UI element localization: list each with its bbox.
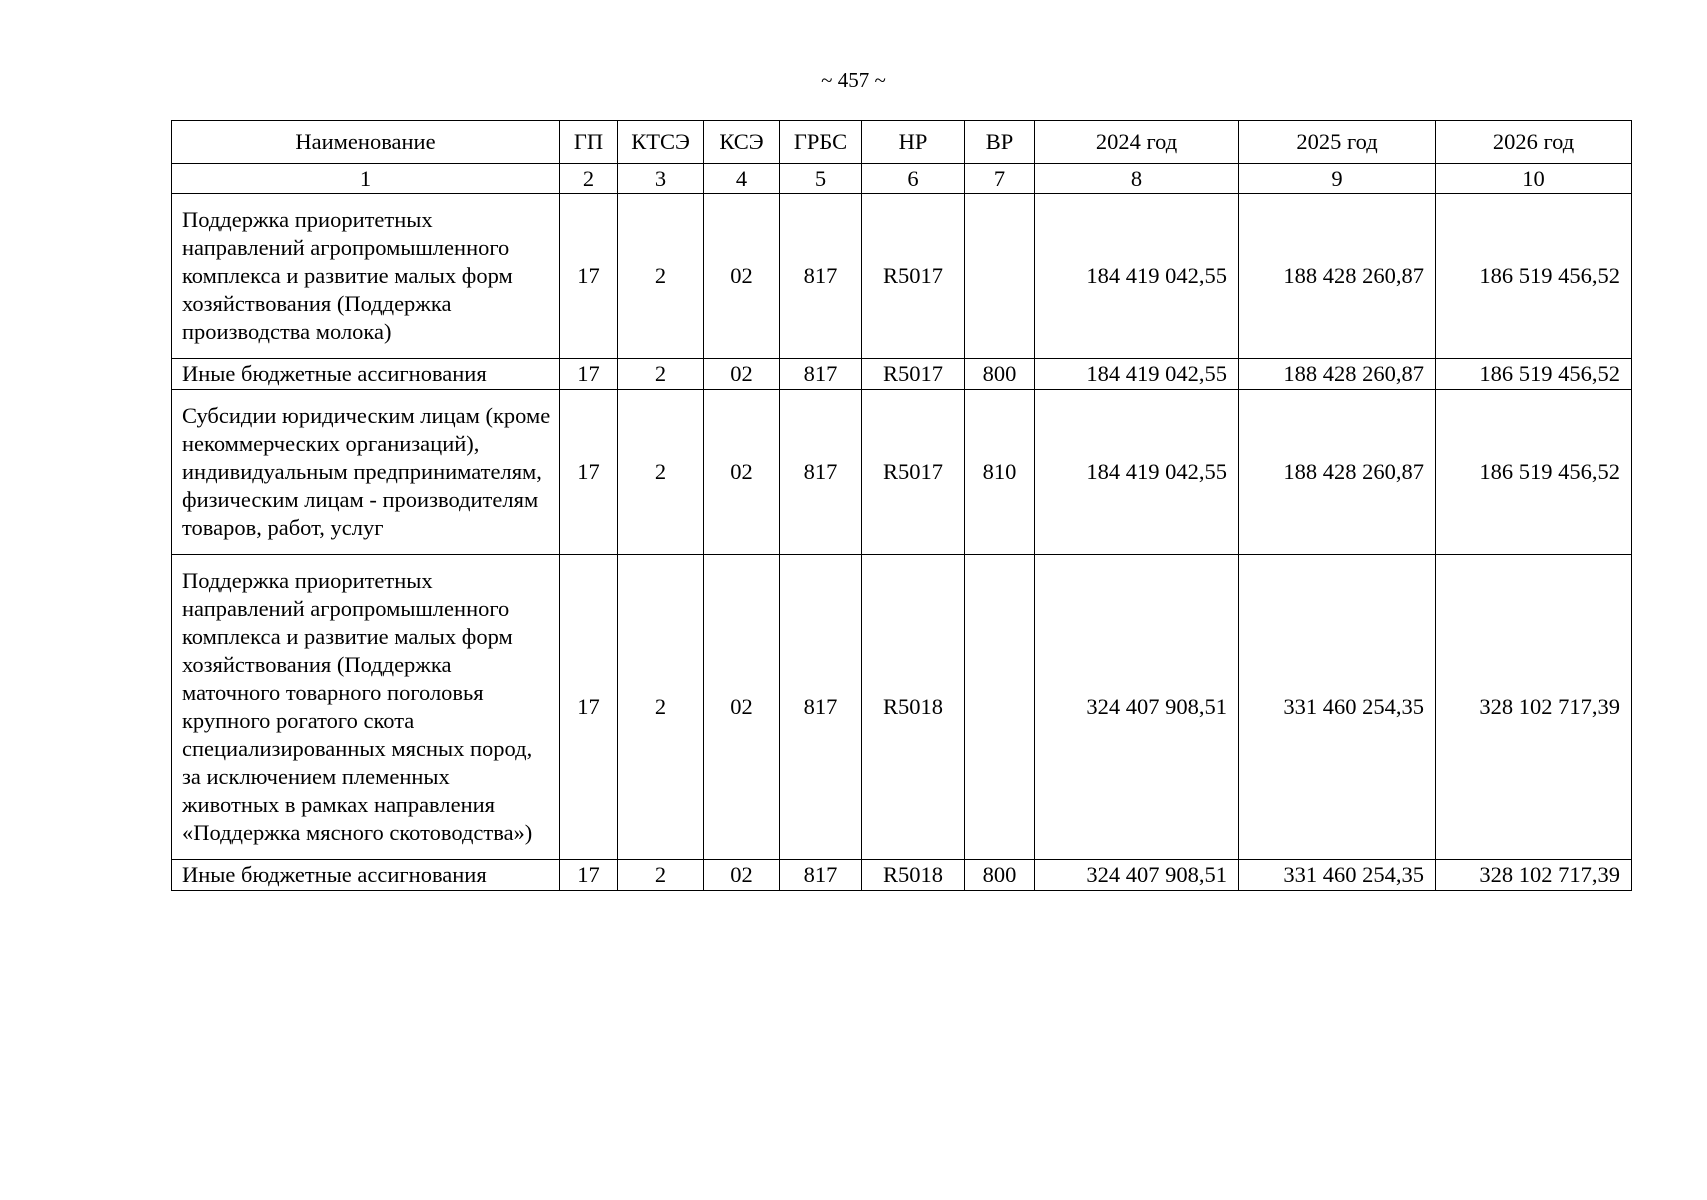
cell-grbs: 817 (780, 194, 862, 359)
column-number: 5 (780, 164, 862, 194)
column-number: 4 (704, 164, 780, 194)
row-name: Иные бюджетные ассигнования (172, 359, 560, 390)
header-row (172, 121, 1632, 164)
cell-kse: 02 (704, 390, 780, 555)
cell-nr: R5017 (862, 390, 965, 555)
cell-2025: 188 428 260,87 (1239, 390, 1436, 555)
cell-2025: 188 428 260,87 (1239, 359, 1436, 390)
cell-nr: R5017 (862, 359, 965, 390)
cell-gp: 17 (560, 359, 618, 390)
cell-kse: 02 (704, 555, 780, 860)
column-number: 3 (618, 164, 704, 194)
cell-vr (965, 194, 1035, 359)
header-cell-2024: 2024 год (1035, 121, 1239, 164)
cell-2025: 188 428 260,87 (1239, 194, 1436, 359)
cell-gp: 17 (560, 555, 618, 860)
budget-table (171, 120, 1632, 891)
cell-kse: 02 (704, 194, 780, 359)
header-cell-ktse: КТСЭ (618, 121, 704, 164)
cell-grbs: 817 (780, 555, 862, 860)
cell-kse: 02 (704, 359, 780, 390)
cell-grbs: 817 (780, 390, 862, 555)
cell-vr: 810 (965, 390, 1035, 555)
cell-2024: 184 419 042,55 (1035, 194, 1239, 359)
row-name: Субсидии юридическим лицам (кроме некоммерческих организаций), индивидуальным предпринимателям, физическим лицам - производителям товаров, работ, услуг (172, 390, 560, 555)
cell-gp: 17 (560, 860, 618, 891)
cell-gp: 17 (560, 194, 618, 359)
cell-ktse: 2 (618, 194, 704, 359)
table-row (172, 390, 1632, 555)
cell-nr: R5017 (862, 194, 965, 359)
cell-ktse: 2 (618, 359, 704, 390)
cell-2026: 328 102 717,39 (1436, 555, 1632, 860)
cell-vr: 800 (965, 359, 1035, 390)
cell-2024: 184 419 042,55 (1035, 359, 1239, 390)
header-cell-2026: 2026 год (1436, 121, 1632, 164)
column-number-row (172, 164, 1632, 194)
cell-2026: 186 519 456,52 (1436, 359, 1632, 390)
row-name: Поддержка приоритетных направлений агропромышленного комплекса и развитие малых форм хозяйствования (Поддержка производства молока) (172, 194, 560, 359)
cell-grbs: 817 (780, 860, 862, 891)
column-number: 2 (560, 164, 618, 194)
column-number: 9 (1239, 164, 1436, 194)
cell-2024: 324 407 908,51 (1035, 555, 1239, 860)
row-name: Иные бюджетные ассигнования (172, 860, 560, 891)
cell-ktse: 2 (618, 860, 704, 891)
header-cell-name: Наименование (172, 121, 560, 164)
table-row (172, 860, 1632, 891)
row-name: Поддержка приоритетных направлений агропромышленного комплекса и развитие малых форм хозяйствования (Поддержка маточного товарного поголовья крупного рогатого скота специализированных мясных пород, за исключением племенных животных в рамках направления «Поддержка мясного скотоводства») (172, 555, 560, 860)
cell-2024: 184 419 042,55 (1035, 390, 1239, 555)
table-row (172, 194, 1632, 359)
table-row (172, 555, 1632, 860)
header-cell-gp: ГП (560, 121, 618, 164)
cell-grbs: 817 (780, 359, 862, 390)
cell-nr: R5018 (862, 860, 965, 891)
cell-nr: R5018 (862, 555, 965, 860)
cell-2025: 331 460 254,35 (1239, 555, 1436, 860)
cell-kse: 02 (704, 860, 780, 891)
header-cell-2025: 2025 год (1239, 121, 1436, 164)
column-number: 1 (172, 164, 560, 194)
cell-vr (965, 555, 1035, 860)
column-number: 8 (1035, 164, 1239, 194)
header-cell-grbs: ГРБС (780, 121, 862, 164)
cell-ktse: 2 (618, 555, 704, 860)
column-number: 10 (1436, 164, 1632, 194)
cell-vr: 800 (965, 860, 1035, 891)
cell-2024: 324 407 908,51 (1035, 860, 1239, 891)
header-cell-kse: КСЭ (704, 121, 780, 164)
cell-2026: 328 102 717,39 (1436, 860, 1632, 891)
column-number: 6 (862, 164, 965, 194)
cell-2026: 186 519 456,52 (1436, 390, 1632, 555)
cell-ktse: 2 (618, 390, 704, 555)
cell-2026: 186 519 456,52 (1436, 194, 1632, 359)
header-cell-vr: ВР (965, 121, 1035, 164)
page-number: ~ 457 ~ (821, 68, 886, 92)
cell-2025: 331 460 254,35 (1239, 860, 1436, 891)
header-cell-nr: НР (862, 121, 965, 164)
cell-gp: 17 (560, 390, 618, 555)
column-number: 7 (965, 164, 1035, 194)
table-row (172, 359, 1632, 390)
